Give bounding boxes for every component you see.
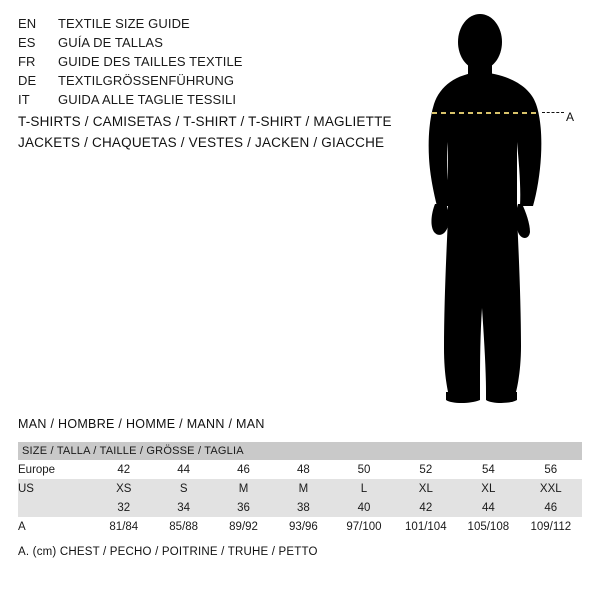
language-code: EN <box>18 16 37 31</box>
footnote-chest-measure: A. (cm) CHEST / PECHO / POITRINE / TRUHE / PETTO <box>18 546 318 558</box>
language-code: IT <box>18 92 30 107</box>
cell: 46 <box>214 460 274 479</box>
cell: 44 <box>154 460 214 479</box>
cell: 36 <box>214 498 274 517</box>
cell: 109/112 <box>520 517 582 536</box>
language-title: GUIDA ALLE TAGLIE TESSILI <box>58 92 237 107</box>
table-row <box>18 460 582 479</box>
cell: 50 <box>333 460 394 479</box>
language-code: FR <box>18 54 36 69</box>
table-header-row <box>18 442 582 460</box>
cell: 40 <box>333 498 394 517</box>
category-list <box>18 111 438 153</box>
cell: XL <box>457 479 520 498</box>
cell: 46 <box>520 498 582 517</box>
size-table-wrap <box>18 442 582 536</box>
cell: L <box>333 479 394 498</box>
table-row <box>18 479 582 498</box>
language-list <box>18 16 378 111</box>
cell: 89/92 <box>214 517 274 536</box>
category-jackets: JACKETS / CHAQUETAS / VESTES / JACKEN / GIACCHE <box>18 135 385 150</box>
cell: XS <box>94 479 154 498</box>
language-title: GUÍA DE TALLAS <box>58 35 163 50</box>
language-row <box>18 16 378 35</box>
language-title: TEXTILGRÖSSENFÜHRUNG <box>58 73 235 88</box>
table-row <box>18 517 582 536</box>
row-label: Europe <box>18 460 94 479</box>
row-label <box>18 498 94 517</box>
cell: 52 <box>395 460 458 479</box>
cell: 38 <box>273 498 333 517</box>
cell: M <box>273 479 333 498</box>
cell: 97/100 <box>333 517 394 536</box>
category-tshirts: T-SHIRTS / CAMISETAS / T-SHIRT / T-SHIRT / MAGLIETTE <box>18 114 392 129</box>
cell: S <box>154 479 214 498</box>
language-row <box>18 35 378 54</box>
cell: 34 <box>154 498 214 517</box>
cell: 42 <box>395 498 458 517</box>
cell: 44 <box>457 498 520 517</box>
cell: XXL <box>520 479 582 498</box>
cell: 85/88 <box>154 517 214 536</box>
language-code: ES <box>18 35 36 50</box>
row-label: A <box>18 517 94 536</box>
cell: 81/84 <box>94 517 154 536</box>
cell: M <box>214 479 274 498</box>
table-row <box>18 498 582 517</box>
size-table <box>18 442 582 536</box>
cell: 32 <box>94 498 154 517</box>
cell: XL <box>395 479 458 498</box>
language-row <box>18 92 378 111</box>
cell: 93/96 <box>273 517 333 536</box>
cell: 48 <box>273 460 333 479</box>
section-title-man: MAN / HOMBRE / HOMME / MANN / MAN <box>18 417 265 431</box>
language-row <box>18 73 378 92</box>
cell: 56 <box>520 460 582 479</box>
body-figure <box>390 8 600 408</box>
cell: 101/104 <box>395 517 458 536</box>
cell: 54 <box>457 460 520 479</box>
language-row <box>18 54 378 73</box>
language-title: TEXTILE SIZE GUIDE <box>58 16 190 31</box>
male-silhouette-icon <box>390 8 600 408</box>
cell: 105/108 <box>457 517 520 536</box>
language-code: DE <box>18 73 37 88</box>
cell: 42 <box>94 460 154 479</box>
measure-label-a: A <box>566 110 575 124</box>
language-title: GUIDE DES TAILLES TEXTILE <box>58 54 243 69</box>
table-header-label: SIZE / TALLA / TAILLE / GRÖSSE / TAGLIA <box>22 445 244 457</box>
measure-leader-line <box>542 112 564 113</box>
row-label: US <box>18 479 94 498</box>
